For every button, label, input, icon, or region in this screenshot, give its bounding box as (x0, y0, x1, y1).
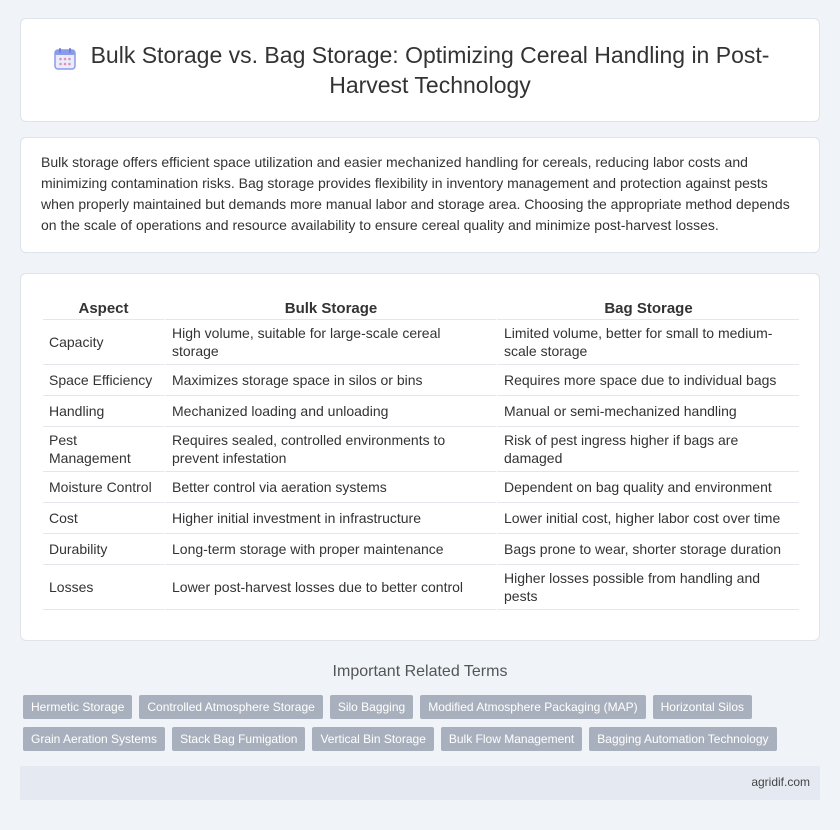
table-row (43, 365, 799, 396)
page-title: Bulk Storage vs. Bag Storage: Optimizing Cereal Handling in Post-Harvest Technology (90, 42, 770, 98)
table-row (43, 472, 799, 503)
term-tag[interactable]: Hermetic Storage (23, 695, 132, 719)
table-row (43, 427, 799, 472)
intro-paragraph: Bulk storage offers efficient space utilization and easier mechanized handling for cereals, reducing labor costs and minimizing contamination risks. Bag storage provides flexibility in inventory management and protection against pests when properly maintained but demands more manual labor and storage area. Choosing the appropriate method depends on the scale of operations and resource availability to ensure cereal quality and minimize post-harvest losses. (41, 154, 790, 233)
row-aspect: Cost (43, 503, 164, 534)
row-aspect: Moisture Control (43, 472, 164, 503)
related-terms-heading: Important Related Terms (332, 663, 508, 680)
row-bag: Limited volume, better for small to medium-scale storage (496, 320, 799, 365)
term-tag[interactable]: Grain Aeration Systems (23, 727, 165, 751)
header-bulk-storage: Bulk Storage (164, 294, 496, 320)
term-tag[interactable]: Bulk Flow Management (441, 727, 582, 751)
row-aspect: Capacity (43, 320, 164, 365)
table-row (43, 396, 799, 427)
table-row (43, 534, 799, 565)
row-bag: Lower initial cost, higher labor cost over time (496, 503, 799, 534)
term-tag[interactable]: Silo Bagging (330, 695, 413, 719)
row-bag: Dependent on bag quality and environment (496, 472, 799, 503)
row-bag: Higher losses possible from handling and pests (496, 565, 799, 610)
row-aspect: Losses (43, 565, 164, 610)
row-bulk: Maximizes storage space in silos or bins (164, 365, 496, 396)
term-tag[interactable]: Horizontal Silos (653, 695, 752, 719)
row-bag: Bags prone to wear, shorter storage duration (496, 534, 799, 565)
row-bulk: Mechanized loading and unloading (164, 396, 496, 427)
term-tag[interactable]: Bagging Automation Technology (589, 727, 776, 751)
title-card (20, 18, 820, 122)
row-bag: Risk of pest ingress higher if bags are damaged (496, 427, 799, 472)
row-aspect: Durability (43, 534, 164, 565)
header-bag-storage: Bag Storage (496, 294, 799, 320)
row-aspect: Handling (43, 396, 164, 427)
row-bulk: Long-term storage with proper maintenance (164, 534, 496, 565)
row-aspect: Space Efficiency (43, 365, 164, 396)
row-bulk: Lower post-harvest losses due to better control (164, 565, 496, 610)
comparison-table (43, 294, 799, 610)
footer-site-link[interactable]: agridif.com (751, 775, 810, 789)
row-bulk: Higher initial investment in infrastructure (164, 503, 496, 534)
term-tag[interactable]: Modified Atmosphere Packaging (MAP) (420, 695, 645, 719)
header-aspect: Aspect (43, 294, 164, 320)
table-row (43, 320, 799, 365)
table-header-row (43, 294, 799, 320)
term-tag[interactable]: Stack Bag Fumigation (172, 727, 305, 751)
comparison-card (20, 273, 820, 641)
term-tag[interactable]: Controlled Atmosphere Storage (139, 695, 322, 719)
related-terms-list (23, 695, 813, 751)
row-bag: Manual or semi-mechanized handling (496, 396, 799, 427)
intro-card (20, 137, 820, 253)
table-row (43, 565, 799, 610)
row-aspect: Pest Management (43, 427, 164, 472)
row-bag: Requires more space due to individual bags (496, 365, 799, 396)
row-bulk: High volume, suitable for large-scale cereal storage (164, 320, 496, 365)
term-tag[interactable]: Vertical Bin Storage (312, 727, 433, 751)
row-bulk: Requires sealed, controlled environments to prevent infestation (164, 427, 496, 472)
footer (20, 766, 820, 800)
row-bulk: Better control via aeration systems (164, 472, 496, 503)
table-row (43, 503, 799, 534)
